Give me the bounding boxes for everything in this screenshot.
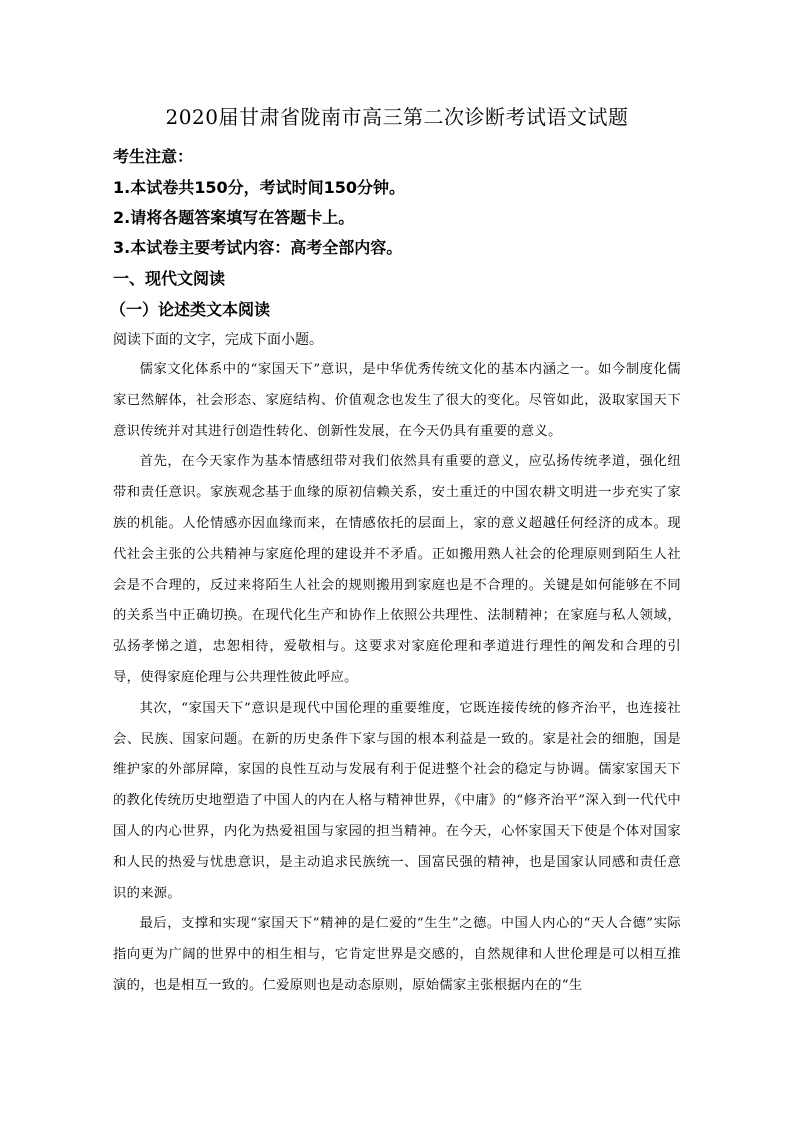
- section-heading: 一、现代文阅读: [113, 269, 226, 288]
- instruction-text: 阅读下面的文字，完成下面小题。: [113, 332, 323, 348]
- passage-paragraph: 其次，“家国天下”意识是现代中国伦理的重要维度，它既连接传统的修齐治平，也连接社会、民族、国家问题。在新的历史条件下家与国的根本利益是一致的。家是社会的细胞，国是维护家的外部屏障，家国的良性互动与发展有利于促进整个社会的稳定与协调。儒家家国天下的教化传统历史地塑造了中国人的内在人格与精神世界，《中庸》的“修齐治平”深入到一代代中国人的内心世界，内化为热爱祖国与家园的担当精神。在今天，心怀家国天下使是个体对国家和人民的热爱与忧患意识，是主动追求民族统一、国富民强的精神，也是国家认同感和责任意识的来源。: [113, 700, 681, 901]
- notice-item: 1.本试卷共150分，考试时间150分钟。: [113, 178, 406, 197]
- passage-paragraph: 首先，在今天家作为基本情感纽带对我们依然具有重要的意义，应弘扬传统孝道，强化纽带和责任意识。家族观念基于血缘的原初信赖关系，安土重迁的中国农耕文明进一步充实了家族的机能。人伦情感亦因血缘而来，在情感依托的层面上，家的意义超越任何经济的成本。现代社会主张的公共精神与家庭伦理的建设并不矛盾。正如搬用熟人社会的伦理原则到陌生人社会是不合理的，反过来将陌生人社会的规则搬用到家庭也是不合理的。关键是如何能够在不同的关系当中正确切换。在现代化生产和协作上依照公共理性、法制精神；在家庭与私人领域，弘扬孝悌之道，忠恕相待，爱敬相与。这要求对家庭伦理和孝道进行理性的阐发和合理的引导，使得家庭伦理与公共理性彼此呼应。: [113, 454, 681, 685]
- notice-item: 3.本试卷主要考试内容：高考全部内容。: [113, 238, 403, 257]
- document-title: 2020届甘肃省陇南市高三第二次诊断考试语文试题: [165, 105, 629, 129]
- passage-paragraph: 最后，支撑和实现“家国天下”精神的是仁爱的“生生”之德。中国人内心的“天人合德”实际指向更为广阔的世界中的相生相与，它肯定世界是交感的，自然规律和人世伦理是可以相互推演的，也是相互一致的。仁爱原则也是动态原则，原始儒家主张根据内在的“生: [113, 916, 681, 993]
- passage-paragraph: 儒家文化体系中的“家国天下”意识，是中华优秀传统文化的基本内涵之一。如今制度化儒家已然解体，社会形态、家庭结构、价值观念也发生了很大的变化。尽管如此，汲取家国天下意识传统并对其进行创造性转化、创新性发展，在今天仍具有重要的意义。: [113, 362, 681, 439]
- subsection-heading: （一）论述类文本阅读: [110, 300, 271, 319]
- notice-item: 2.请将各题答案填写在答题卡上。: [113, 208, 355, 227]
- notice-heading: 考生注意：: [113, 147, 194, 166]
- passage: [113, 355, 681, 1002]
